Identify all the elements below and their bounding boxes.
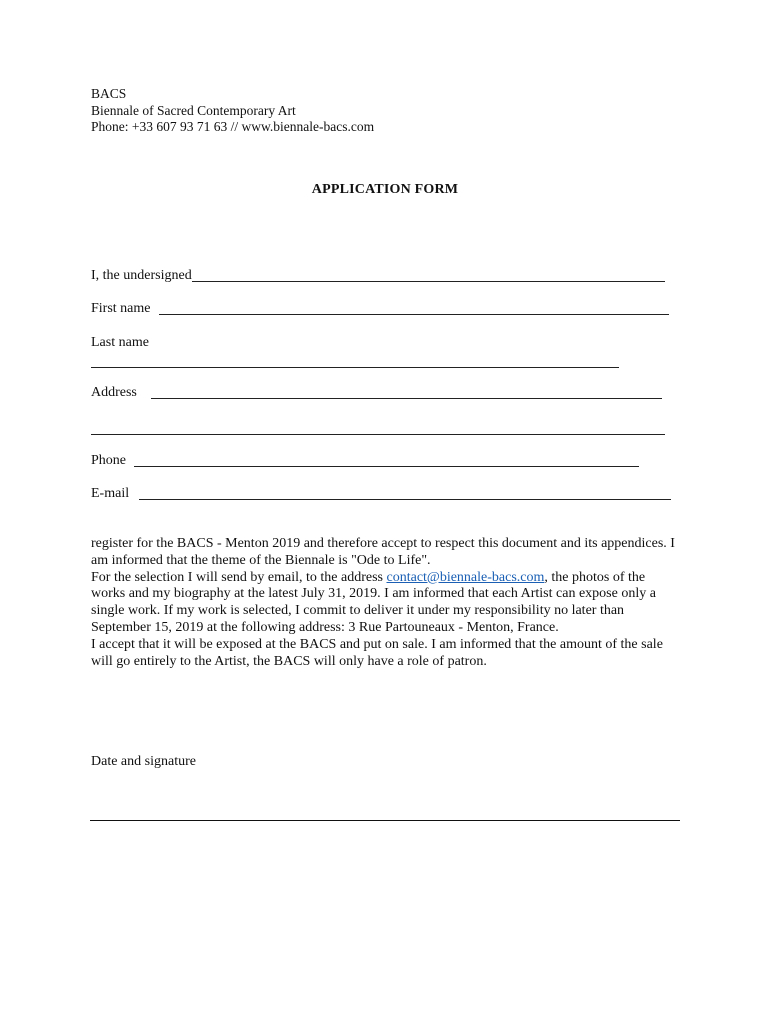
declaration-paragraph-3: I accept that it will be exposed at the BACS and put on sale. I am informed that the amount of the sale will go entirely to the Artist, the BACS will only have a role of patron.: [91, 636, 663, 669]
letterhead: [91, 86, 374, 136]
address-label: Address: [91, 385, 137, 400]
declaration-text: [91, 536, 679, 670]
first-name-field[interactable]: [91, 300, 669, 318]
date-signature-label: Date and signature: [91, 754, 196, 769]
form-title: APPLICATION FORM: [311, 182, 459, 197]
address-field[interactable]: [91, 384, 662, 402]
org-full-name: Biennale of Sacred Contemporary Art: [91, 102, 296, 118]
undersigned-input-line[interactable]: [192, 267, 665, 282]
paragraph-2-start: For the selection I will send by email, to the address: [91, 569, 387, 585]
email-label: E-mail: [91, 486, 130, 501]
declaration-paragraph-1: register for the BACS - Menton 2019 and therefore accept to respect this document and its appendices. I am informed that the theme of the Biennale is "Ode to Life".: [91, 536, 675, 568]
phone-field[interactable]: [91, 452, 639, 470]
org-acronym: BACS: [91, 86, 127, 101]
phone-input-line[interactable]: [134, 452, 639, 467]
email-input-line[interactable]: [139, 485, 671, 500]
undersigned-label: I, the undersigned: [91, 268, 192, 283]
declaration-paragraph-2: [91, 570, 679, 637]
first-name-label: First name: [91, 301, 151, 316]
contact-email-link[interactable]: contact@biennale-bacs.com: [386, 569, 545, 585]
address-input-line-1[interactable]: [151, 384, 662, 399]
first-name-input-line[interactable]: [159, 300, 669, 315]
undersigned-field[interactable]: [91, 267, 665, 285]
signature-line[interactable]: [90, 820, 680, 821]
phone-label: Phone: [91, 453, 126, 468]
address-input-line-2[interactable]: [91, 434, 665, 435]
email-field[interactable]: [91, 485, 671, 503]
org-contact: Phone: +33 607 93 71 63 // www.biennale-bacs.com: [91, 119, 375, 134]
paragraph-2-end: , the photos of the works and my biography at the latest July 31, 2019. I am informed that each Artist can expose only a single work. If my work is selected, I commit to deliver it under my responsibility no later than September 15, 2019 at the following address: 3 Rue Partouneaux - Menton, France.: [91, 569, 656, 635]
last-name-field: [91, 334, 149, 352]
last-name-label: Last name: [91, 335, 149, 350]
last-name-input-line[interactable]: [91, 367, 619, 368]
